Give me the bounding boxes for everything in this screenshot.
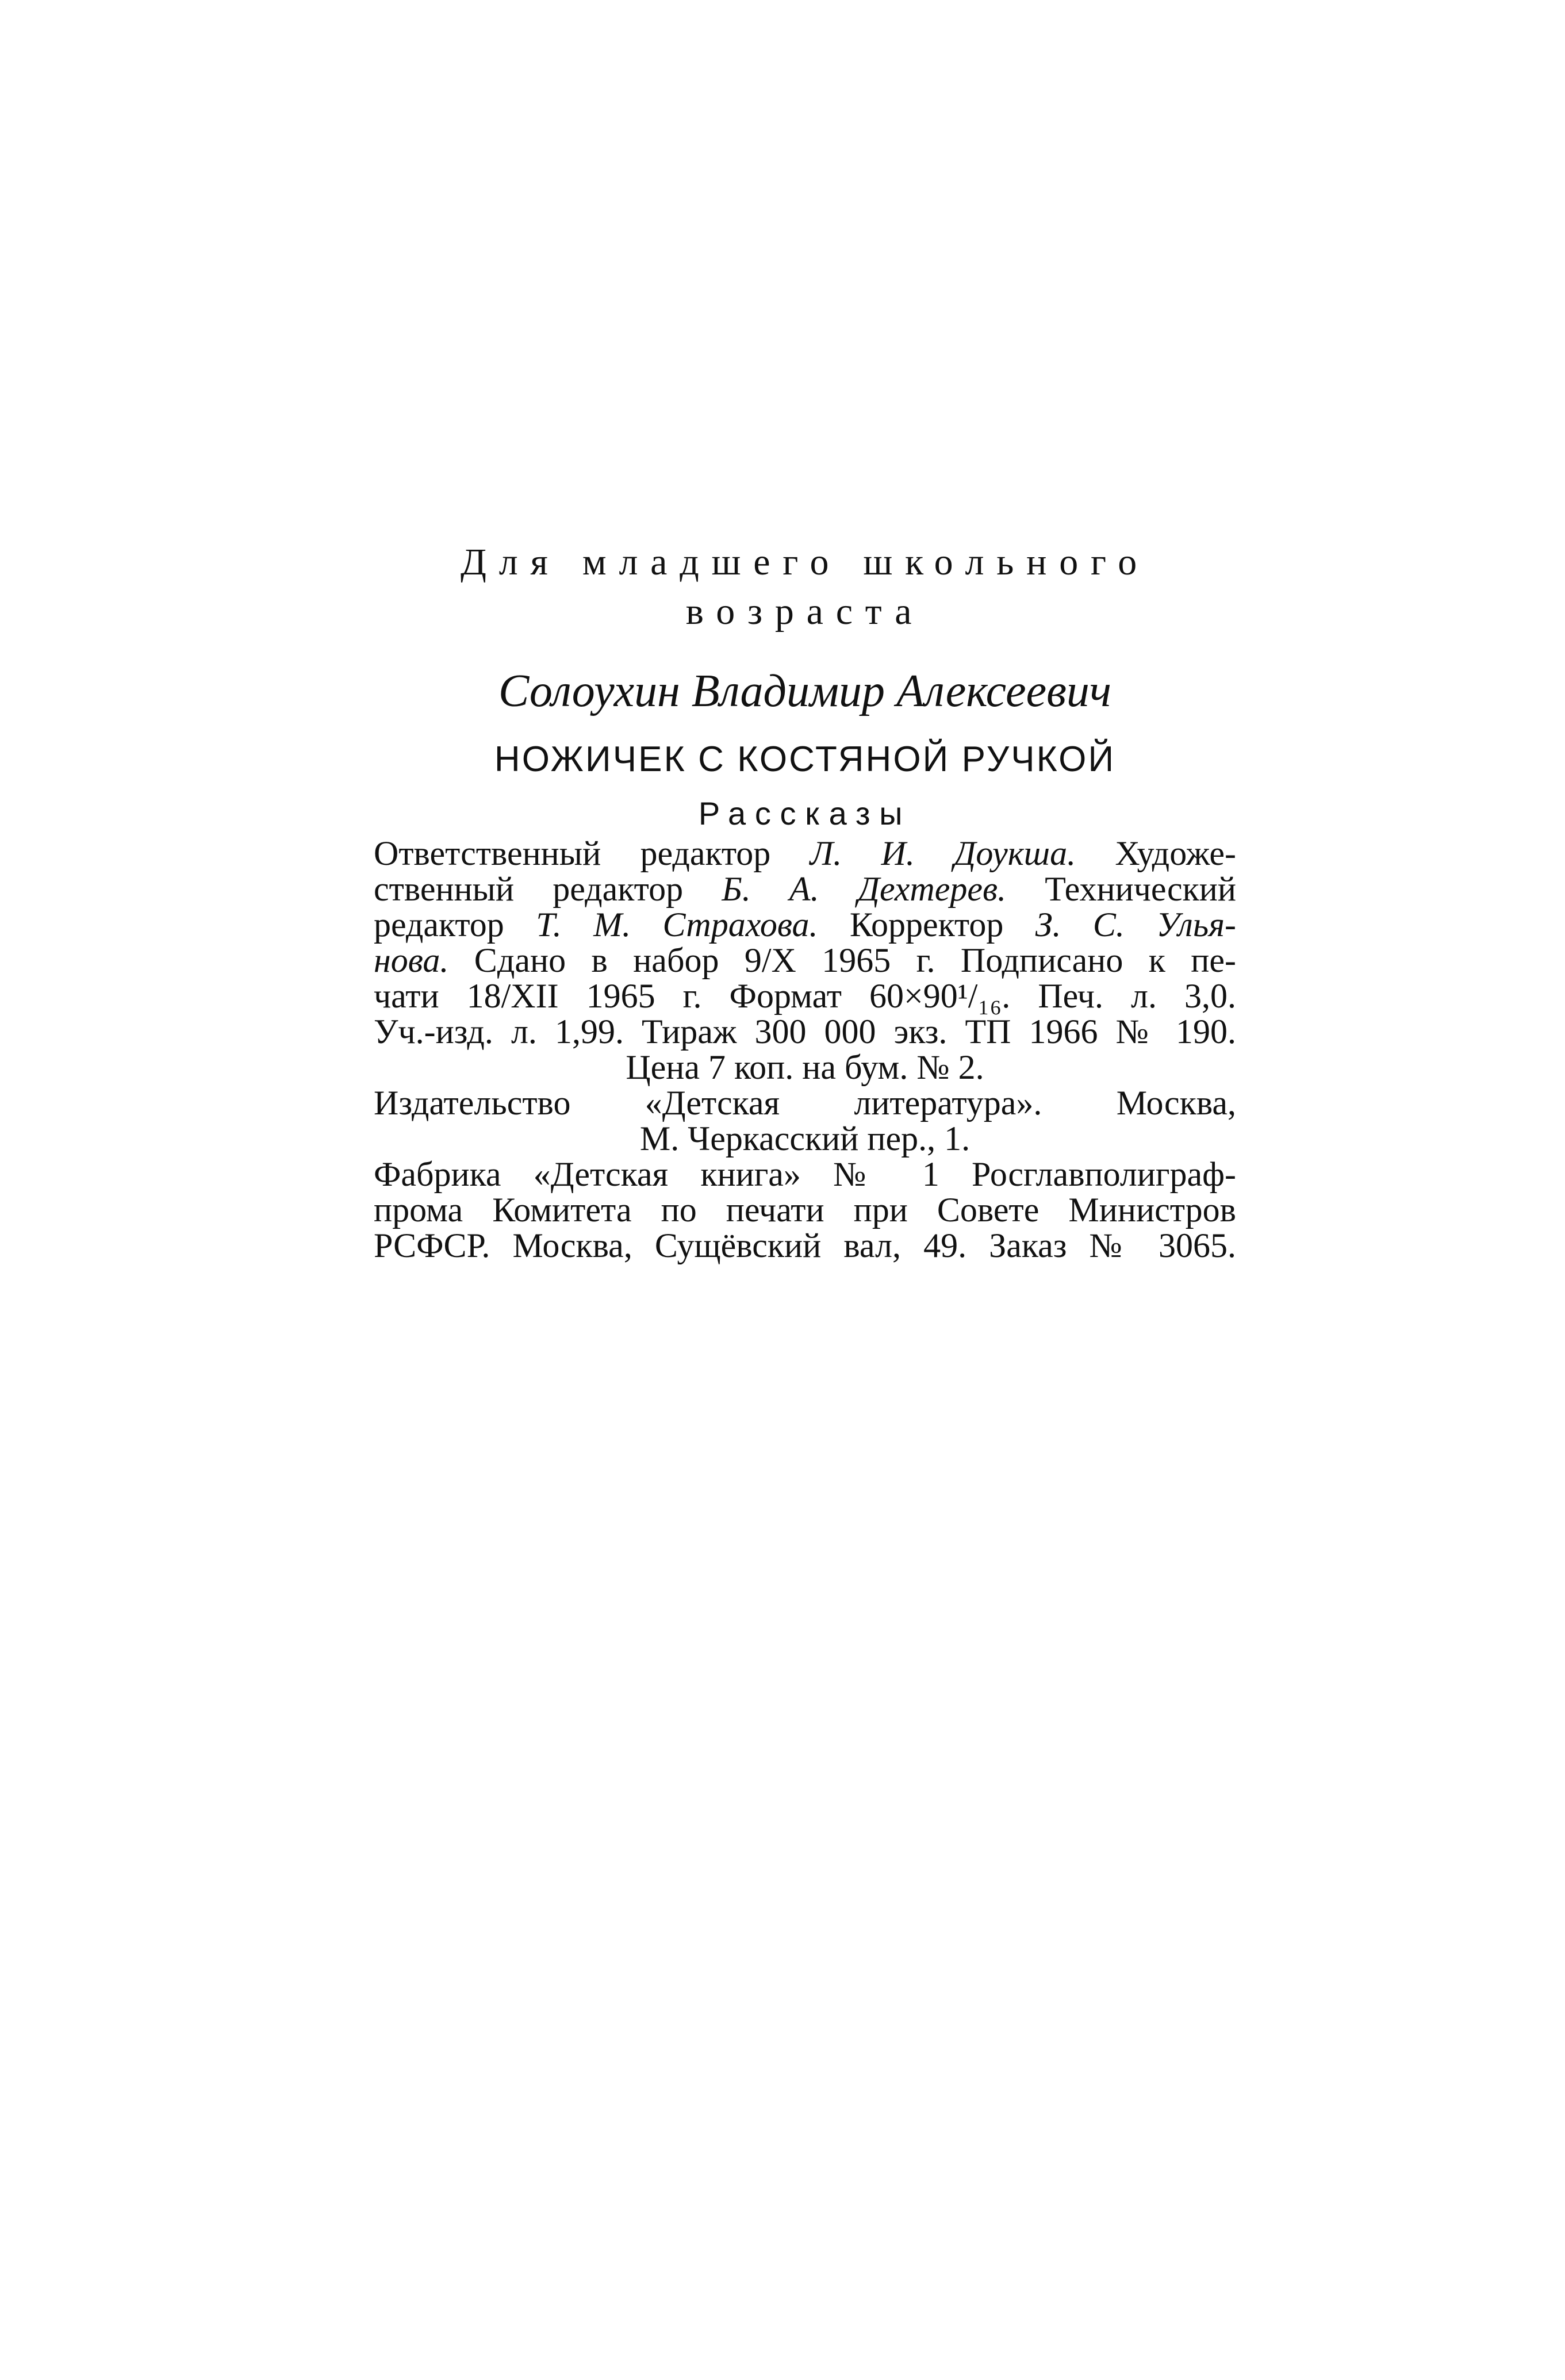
- genre-label: Рассказы: [698, 795, 912, 831]
- author-name: Солоухин Владимир Алексеевич: [498, 666, 1112, 716]
- age-group-line-2: возраста: [685, 591, 925, 633]
- publisher-line: Издательство «Детская литература». Москва,: [374, 1084, 1236, 1122]
- credits-line: Ответственный редактор Л. И. Доукша. Художе-: [374, 834, 1236, 872]
- credits-line: чати 18/XII 1965 г. Формат 60×90¹/₁₆. Печ. л. 3,0.: [374, 977, 1236, 1015]
- proofreader-name-end: нова.: [374, 941, 449, 979]
- book-title: НОЖИЧЕК С КОСТЯНОЙ РУЧКОЙ: [494, 739, 1116, 779]
- printer-line: РСФСР. Москва, Сущёвский вал, 49. Заказ № 3065.: [374, 1227, 1236, 1264]
- printer-line: Фабрика «Детская книга» № 1 Росглавполиграф-: [374, 1155, 1236, 1193]
- credits-line: ственный редактор Б. А. Дехтерев. Технический: [374, 870, 1236, 908]
- price-line: Цена 7 коп. на бум. № 2.: [626, 1048, 984, 1086]
- tech-editor-name: Т. М. Страхова.: [536, 906, 818, 944]
- credits-line: нова. Сдано в набор 9/X 1965 г. Подписано к пе-: [374, 941, 1236, 979]
- printer-line: прома Комитета по печати при Совете Министров: [374, 1191, 1236, 1229]
- credits-line: Уч.-изд. л. 1,99. Тираж 300 000 экз. ТП 1966 № 190.: [374, 1013, 1236, 1051]
- age-group-line: Для младшего школьного: [460, 541, 1150, 583]
- publication-credits: [374, 836, 1236, 1263]
- editor-name: Л. И. Доукша.: [810, 834, 1076, 872]
- publisher-address: М. Черкасский пер., 1.: [639, 1120, 971, 1158]
- proofreader-name: З. С. Улья-: [1035, 906, 1236, 944]
- art-editor-name: Б. А. Дехтерев.: [722, 870, 1007, 908]
- credits-line: редактор Т. М. Страхова. Корректор З. С. Улья-: [374, 906, 1236, 944]
- imprint-block: [374, 538, 1236, 1263]
